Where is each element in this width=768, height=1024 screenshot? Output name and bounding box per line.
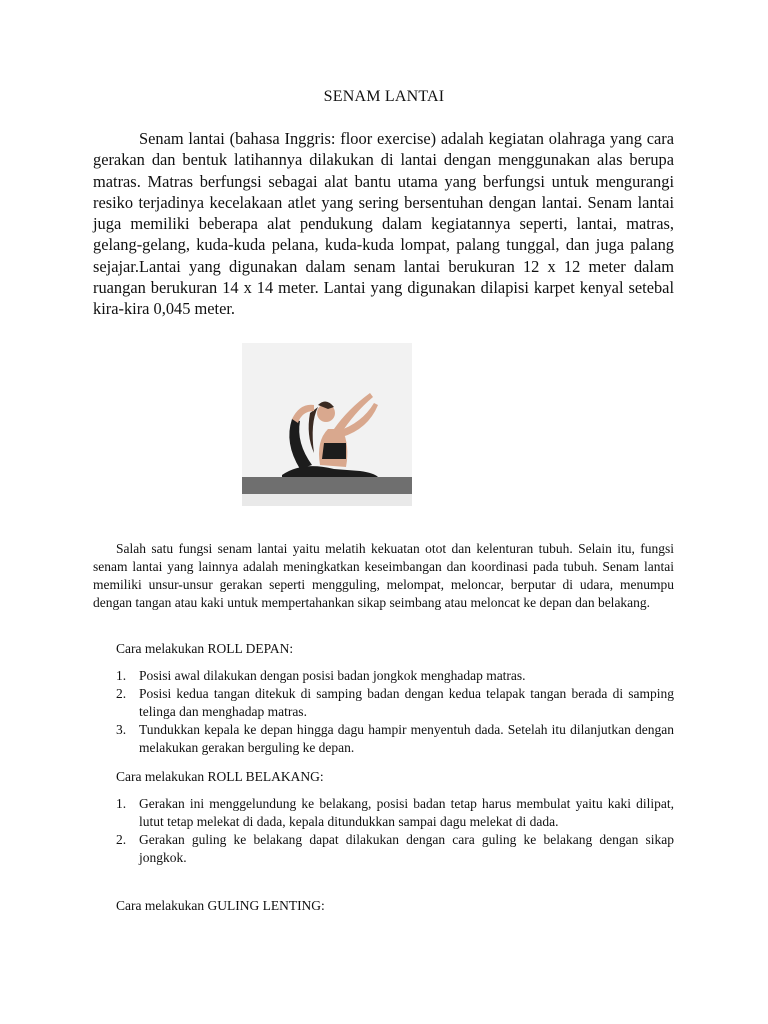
gymnast-illustration: [242, 343, 412, 506]
roll-depan-heading: Cara melakukan ROLL DEPAN:: [116, 641, 294, 656]
roll-depan-steps: [93, 667, 674, 757]
list-item: 1. Posisi awal dilakukan dengan posisi badan jongkok menghadap matras.: [116, 668, 526, 683]
guling-lenting-heading: Cara melakukan GULING LENTING:: [116, 898, 325, 913]
roll-belakang-heading: Cara melakukan ROLL BELAKANG:: [116, 769, 324, 784]
list-item: 3. Tundukkan kepala ke depan hingga dagu hampir menyentuh dada. Setelah itu dilanjutkan dengan melakukan gerakan berguling ke depan.: [116, 722, 674, 755]
gymnast-photo: [242, 343, 412, 506]
intro-paragraph: Senam lantai (bahasa Inggris: floor exercise) adalah kegiatan olahraga yang cara gerakan dan bentuk latihannya dilakukan di lantai dengan menggunakan alas berupa matras. Matras berfungsi sebagai alat bantu utama yang berfungsi untuk mengurangi resiko terjadinya kecelakaan atlet yang sering bersentuhan dengan lantai. Senam lantai juga memiliki beberapa alat pendukung dalam kegiatannya seperti, lantai, matras, gelang-gelang, kuda-kuda pelana, kuda-kuda lompat, palang tunggal, dan juga palang sejajar.Lantai yang digunakan dalam senam lantai berukuran 12 x 12 meter dalam ruangan berukuran 14 x 14 meter. Lantai yang digunakan dilapisi karpet kenyal setebal kira-kira 0,045 meter.: [93, 129, 674, 319]
document-title: SENAM LANTAI: [323, 88, 445, 105]
list-item: 1. Gerakan ini menggelundung ke belakang, posisi badan tetap harus membulat yaitu kaki dilipat, lutut tetap melekat di dada, kepala ditundukkan sampai dagu melekat di dada.: [116, 796, 674, 829]
roll-belakang-steps: [93, 795, 674, 867]
list-item: 2. Gerakan guling ke belakang dapat dilakukan dengan cara guling ke belakang dengan sikap jongkok.: [116, 832, 674, 865]
list-item: 2. Posisi kedua tangan ditekuk di samping badan dengan kedua telapak tangan berada di samping telinga dan menghadap matras.: [116, 686, 674, 719]
function-paragraph: Salah satu fungsi senam lantai yaitu melatih kekuatan otot dan kelenturan tubuh. Selain itu, fungsi senam lantai yang lainnya adalah meningkatkan keseimbangan dan koordinasi pada tubuh. Senam lantai memiliki unsur-unsur gerakan seperti mengguling, melompat, meloncar, berputar di udara, menumpu dengan tangan atau kaki untuk mempertahankan sikap seimbang atau meloncat ke depan dan belakang.: [93, 541, 674, 610]
